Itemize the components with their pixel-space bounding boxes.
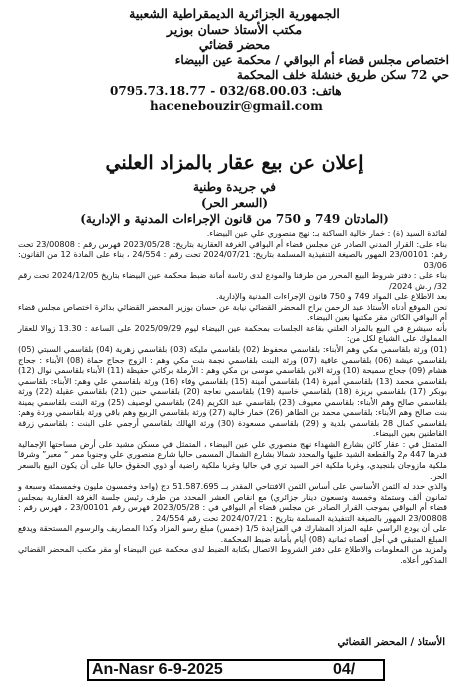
office-role: محضر قضائي — [198, 37, 271, 52]
body-paragraph: المتمثل في : عقار كائن بشارع الشهداء نهج منصوري علي عين البيضاء ، المتمثل في مسكن مشيد على أرض مساحتها الإجمالية قدرها 447 م2 والقطعة الشيد عليها والمحدد شمالا بشارع الشمال المسمى حاليا شارع منصوري علي وجنوبا ممر “ معبر” وشرقا ملكية مازوجان بلنجيدي، وغربا ملكية اخر السيد تري في حاليا وغربا ملكية راضية أو ذوي الحقوق حاليا على أن يكون البيع بالسعر الحر. — [18, 438, 447, 481]
office-phone — [20, 84, 449, 100]
body-paragraph: بناء على: القرار المدني الصادر عن مجلس قضاء أم البواقي الغرفة العقارية بتاريخ: 2023/05/28 فهرس رقم : 23/00808 تحت رقم: 23/00101 المهور بالصيغة التنفيذية المسلمة بتاريخ: 2024/07/21 تحت رقم : 24/554 ، بناء على المادة 12 من القانون: 03/06 — [18, 238, 447, 270]
newspaper-footer — [87, 659, 385, 681]
phone-text: هاتف: 032/68.00.03 - 0795.73.18.77 — [110, 83, 342, 98]
notice-body — [18, 228, 447, 566]
page-number: 04/ — [333, 661, 356, 678]
bailiff-signature: الأستاذ / المحضر القضائي — [337, 637, 445, 648]
office-name: مكتب الأستاذ حسان بوزير — [166, 21, 303, 37]
office-email: hacenebouzir@gmail.com — [150, 99, 323, 113]
body-paragraph: بأنه سيشرع في البيع بالمزاد العلني بقاعة الجلسات بمحكمة عين البيضاء ليوم 2025/09/29 على الساعة : 13.30 زوالا للعقار المملوك على الشياع لكل من: — [18, 322, 448, 344]
body-paragraph: ولمزيد من المعلومات والاطلاع على دفتر الشروط الاتصال بكتابة الضبط لدى محكمة عين البيضاء أو مقر مكتب المحضر القضائي المذكور أعلاه. — [18, 544, 447, 565]
body-paragraph: والذي حدد له الثمن الأساسي على أساس الثمن الافتتاحي المقدر بــ 51.587.695 دج (واحد وخمسون مليون وخمسمئة وسبعة و ثمانون ألف وستمئة وخمسة وتسعون دينار جزائري) مع انقاص العشر المحدد من طرف رئيس جلسة الغرفة العقارية بمجلس قضاء أم البواقي بموجب القرار الصادر عن مجلس قضاء أم البواقي في : 2023/05/28 فهرس رقم 23/00101 ، فهرس رقم : 23/00808 المهور بالصيغة التنفيذية المسلمة بتاريخ : 2024/07/21 تحت رقم 24/554 . — [18, 481, 447, 523]
jurisdiction: اختصاص مجلس قضاء أم البواقي / محكمة عين البيضاء — [174, 52, 449, 67]
office-address: حي 72 سكن طريق خنشلة خلف المحكمة — [236, 68, 449, 82]
body-paragraph: لفائدة السيد (ة) : خمار خالية الساكنة بـ: نهج منصوري علي عين البيضاء. — [206, 228, 447, 238]
body-paragraph: بعد الاطلاع على المواد 749 و 750 قانون الإجراءات المدنية والإدارية. — [216, 291, 447, 302]
notice-subtitle-newspaper: في جريدة وطنية — [192, 180, 277, 194]
notice-subtitle-articles: (المادتان 749 و 750 من قانون الإجراءات المدنية و الإدارية) — [80, 212, 389, 226]
body-paragraph: على أن يودع الراسي عليه المزاد المشارك في المزايدة 1/5 (خمس) مبلغ رسو المزاد وكذا المصاريف والرسوم المستحقة ويدفع المبلغ المتبقي في أجل أقصاه ثمانية (08) أيام بأمانة ضبط المحكمة. — [18, 523, 447, 544]
notice-title: إعلان عن بيع عقار بالمزاد العلني — [105, 152, 364, 174]
newspaper-date: An-Nasr 6-9-2025 — [92, 661, 223, 678]
office-header — [20, 6, 449, 115]
republic-name: الجمهورية الجزائرية الديمقراطية الشعبية — [129, 6, 340, 21]
body-paragraph: (01) ورثة بلقاسمي مكي وهم الأبناء: بلقاسمي محفوظ (02) بلقاسمي مليكة (03) بلقاسمي زهرية (04) بلقاسمي السبتي (05) بلقاسمي عيشة (06) بلقاسمي عاقية (07) ورثة البنت بلقاسمي نجمة بنت مكي وهم : الزوج جحاج حماة (08) الأبناء : جحاج هشام (09) جحاج سميحة (10) ورثة الابن بلقاسمي موسى بن مكي وهم : الأرملة بركاتي حفيظة (11) الأبناء بلقاسمي نوال (12) بلقاسمي محمد (13) بلقاسمي أميرة (14) بلقاسمي أمينة (15) بلقاسمي وفاء (16) ورثة بلقاسمي علي وهم: الأبناء: بلقاسمي بوبكر (17) بلقاسمي بريزة (18) بلقاسمي خاسية (19) بلقاسمي نعاجة (20) بلقاسمي حنين (21) بلقاسمي عقيلة (22) ورثة بلقاسمي صالح وهم الأبناء: بلقاسمي معيوف (23) بلقاسمي عبد الكريم (24) بلقاسمي لوصيف (25) ورثة البنت بلقاسمي يمينة بنت صالح وهم الأبناء: بلقاسمي محمد بن الطاهر (26) خمار خالية (27) ورثة بلقاسمي الربيع وهم باقي ورثة بلقاسمي وردة وهم: بلقاسمي كمال 28 بلقاسمي بلدية و (29) بلقاسمي مسعودة (30) ورثة الهالك بلقاسمي أرجمي على البنت : بلقاسمي زرقة القاطنين بعين البيضاء. — [18, 344, 448, 439]
body-paragraph: نحن الموقع أدناه الأستاذ عبد الرحمن براح المحضر القضائي نيابة عن حسان بوزير المحضر القضائي بدائرة اختصاص مجلس قضاء أم البواقي الكائن مقر مكتبها بعين البيضاء. — [18, 301, 447, 323]
body-paragraph: بناء على : دفتر شروط البيع المحرر من طرفنا والمودع لدى رئاسة أمانة ضبط محكمة عين البيضاء بتاريخ 2024/12/05 تحت رقم 32/ ر.ش 2024/ — [18, 270, 447, 291]
notice-subtitle-price: (السعر الحر) — [201, 196, 268, 210]
